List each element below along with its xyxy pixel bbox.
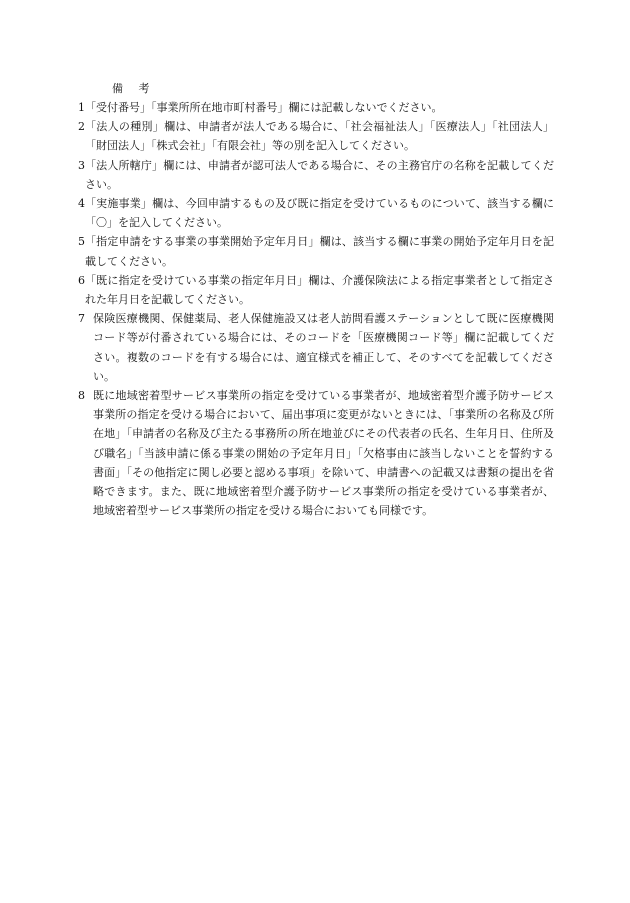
remark-item xyxy=(78,98,554,117)
remark-text: 「受付番号」「事業所所在地市町村番号」欄には記載しないでください。 xyxy=(85,101,443,114)
remark-number: 6 xyxy=(78,273,85,287)
remark-number: 1 xyxy=(78,101,85,114)
remark-text: 「法人所轄庁」欄には、申請者が認可法人である場合に、その主務官庁の名称を記載してください。 xyxy=(85,158,554,191)
remark-text: 「実施事業」欄は、今回申請するもの及び既に指定を受けているものについて、該当する欄に「〇」を記入してください。 xyxy=(85,197,554,230)
remark-number: 7 xyxy=(78,312,85,326)
remark-item xyxy=(78,232,554,270)
remark-text: 「既に指定を受けている事業の指定年月日」欄は、介護保険法による指定事業者として指定された年月日を記載してください。 xyxy=(85,273,554,307)
remark-item xyxy=(78,156,554,194)
remark-item xyxy=(78,309,554,386)
remark-number: 4 xyxy=(78,197,85,211)
remark-item xyxy=(78,386,554,520)
remark-number: 2 xyxy=(78,120,85,134)
remark-text: 「法人の種別」欄は、申請者が法人である場合に、「社会福祉法人」「医療法人」「社団法人」「財団法人」「株式会社」「有限会社」等の別を記入してください。 xyxy=(85,120,554,153)
remark-text: 「指定申請をする事業の事業開始予定年月日」欄は、該当する欄に事業の開始予定年月日を記載してください。 xyxy=(85,235,554,268)
remark-number: 8 xyxy=(78,389,85,403)
remark-item xyxy=(78,271,554,309)
remarks-list xyxy=(78,98,554,520)
remarks-heading: 備 考 xyxy=(112,82,156,95)
remark-item xyxy=(78,194,554,232)
remark-text: 保険医療機関、保健薬局、老人保健施設又は老人訪問看護ステーションとして既に医療機関コード等が付番されている場合には、そのコードを「医療機関コード等」欄に記載してください。複数のコードを有する場合には、適宜様式を補正して、そのすべてを記載してください。 xyxy=(93,312,554,383)
remark-number: 3 xyxy=(78,158,85,172)
remark-item xyxy=(78,117,554,155)
remark-text: 既に地域密着型サービス事業所の指定を受けている事業者が、地域密着型介護予防サービス事業所の指定を受ける場合において、届出事項に変更がないときには、「事業所の名称及び所在地」「申請者の名称及び主たる事務所の所在地並びにその代表者の氏名、生年月日、住所及び職名」「当該申請に係る事業の開始の予定年月日」「欠格事由に該当しないことを誓約する書面」「その他指定に関し必要と認める事項」を除いて、申請書への記載又は書類の提出を省略できます。また、既に地域密着型介護予防サービス事業所の指定を受けている事業者が、地域密着型サービス事業所の指定を受ける場合においても同様です。 xyxy=(93,389,554,518)
remark-number: 5 xyxy=(78,235,85,249)
